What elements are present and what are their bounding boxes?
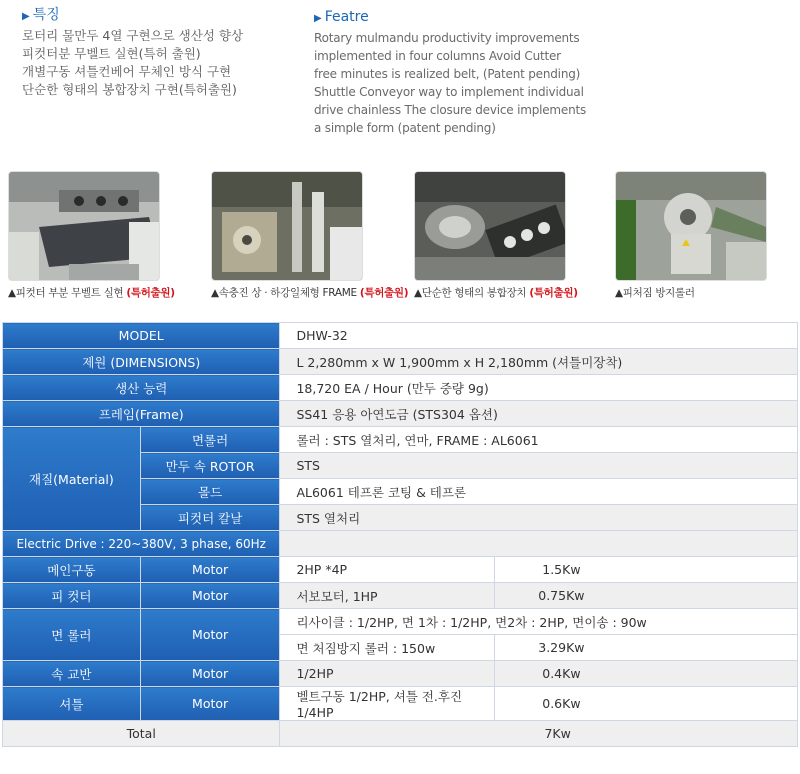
- drive-label: 셔틀: [3, 687, 141, 721]
- material-value: 롤러 : STS 열처리, 연마, FRAME : AL6061: [280, 427, 798, 453]
- table-row: [3, 427, 798, 453]
- table-row: [3, 557, 798, 583]
- table-row: [3, 721, 798, 747]
- material-value: STS 열처리: [280, 505, 798, 531]
- drive-power: 3.29Kw: [495, 635, 798, 661]
- feature-en-line: a simple form (patent pending): [314, 121, 496, 135]
- photo-sealing: [414, 171, 566, 281]
- table-row: [3, 375, 798, 401]
- material-label: 면롤러: [140, 427, 280, 453]
- table-row: [3, 401, 798, 427]
- spec-value-frame: SS41 응용 아연도금 (STS304 옵션): [280, 401, 798, 427]
- spec-label-frame: 프레임(Frame): [3, 401, 280, 427]
- feature-en-line: Rotary mulmandu productivity improvements: [314, 31, 580, 45]
- feature-line: 개별구동 셔틀컨베어 무체인 방식 구현: [22, 64, 232, 79]
- drive-type: Motor: [140, 609, 280, 661]
- photo-caption: ▲단순한 형태의 봉합장치 (특허출원): [414, 287, 578, 299]
- drive-spec: 2HP *4P: [280, 557, 495, 583]
- photo-caption: ▲피컷터 부분 무벨트 실현 (특허출원): [8, 287, 175, 299]
- spec-label-capacity: 생산 능력: [3, 375, 280, 401]
- spec-label-model: MODEL: [3, 323, 280, 349]
- table-row: [3, 687, 798, 721]
- table-row: [3, 661, 798, 687]
- photo-roller: [615, 171, 767, 281]
- photo-strip: [0, 168, 800, 308]
- drive-spec: 리사이클 : 1/2HP, 면 1차 : 1/2HP, 면2차 : 2HP, 면이송 : 90w: [280, 609, 798, 635]
- drive-label: 면 롤러: [3, 609, 141, 661]
- features-title: ▶ 특징: [22, 7, 60, 23]
- electric-drive-value: [280, 531, 798, 557]
- total-label: Total: [3, 721, 280, 747]
- total-value: 7Kw: [280, 721, 798, 747]
- feature-en-line: free minutes is realized belt, (Patent pending): [314, 67, 581, 81]
- feature-en-line: Shuttle Conveyor way to implement individual: [314, 85, 584, 99]
- table-row: [3, 583, 798, 609]
- features-korean: [22, 6, 302, 99]
- feature-en-line: implemented in four columns Avoid Cutter: [314, 49, 561, 63]
- feature-line: 로터리 물만두 4열 구현으로 생산성 향상: [22, 28, 244, 43]
- table-row: [3, 349, 798, 375]
- spec-table: [2, 322, 798, 747]
- material-value: AL6061 테프론 코팅 & 테프론: [280, 479, 798, 505]
- material-label: 만두 속 ROTOR: [140, 453, 280, 479]
- feature-en-line: drive chainless The closure device implements: [314, 103, 587, 117]
- drive-label: 속 교반: [3, 661, 141, 687]
- drive-power: 0.4Kw: [495, 661, 798, 687]
- drive-type: Motor: [140, 661, 280, 687]
- drive-spec: 벨트구동 1/2HP, 셔틀 전.후진 1/4HP: [280, 687, 495, 721]
- drive-type: Motor: [140, 583, 280, 609]
- drive-spec: 1/2HP: [280, 661, 495, 687]
- drive-power: 1.5Kw: [495, 557, 798, 583]
- features-en-title: ▶ Featre: [314, 9, 369, 25]
- table-row: [3, 609, 798, 635]
- drive-power: 0.75Kw: [495, 583, 798, 609]
- feature-line: 피컷터분 무벨트 실현(특허 출원): [22, 46, 201, 61]
- electric-drive-label: Electric Drive : 220~380V, 3 phase, 60Hz: [3, 531, 280, 557]
- material-label: 몰드: [140, 479, 280, 505]
- spec-value-dimensions: L 2,280mm x W 1,900mm x H 2,180mm (셔틀미장착): [280, 349, 798, 375]
- table-row: [3, 323, 798, 349]
- material-label: 피컷터 칼날: [140, 505, 280, 531]
- feature-line: 단순한 형태의 봉합장치 구현(특허출원): [22, 82, 237, 97]
- spec-value-model: DHW-32: [280, 323, 798, 349]
- drive-type: Motor: [140, 557, 280, 583]
- photo-caption: ▲속충진 상 · 하강일체형 FRAME (특허출원): [211, 287, 409, 299]
- photo-caption: ▲피처짐 방지롤러: [615, 287, 695, 299]
- drive-spec: 서보모터, 1HP: [280, 583, 495, 609]
- spec-label-material: 재질(Material): [3, 427, 141, 531]
- spec-value-capacity: 18,720 EA / Hour (만두 중량 9g): [280, 375, 798, 401]
- features-english: [314, 8, 614, 137]
- photo-frame: [211, 171, 363, 281]
- table-row: [3, 531, 798, 557]
- drive-label: 메인구동: [3, 557, 141, 583]
- drive-label: 피 컷터: [3, 583, 141, 609]
- drive-spec-secondary: 면 처짐방지 롤러 : 150w: [280, 635, 495, 661]
- material-value: STS: [280, 453, 798, 479]
- drive-type: Motor: [140, 687, 280, 721]
- photo-cutter-belt: [8, 171, 160, 281]
- drive-power: 0.6Kw: [495, 687, 798, 721]
- spec-label-dimensions: 제원 (DIMENSIONS): [3, 349, 280, 375]
